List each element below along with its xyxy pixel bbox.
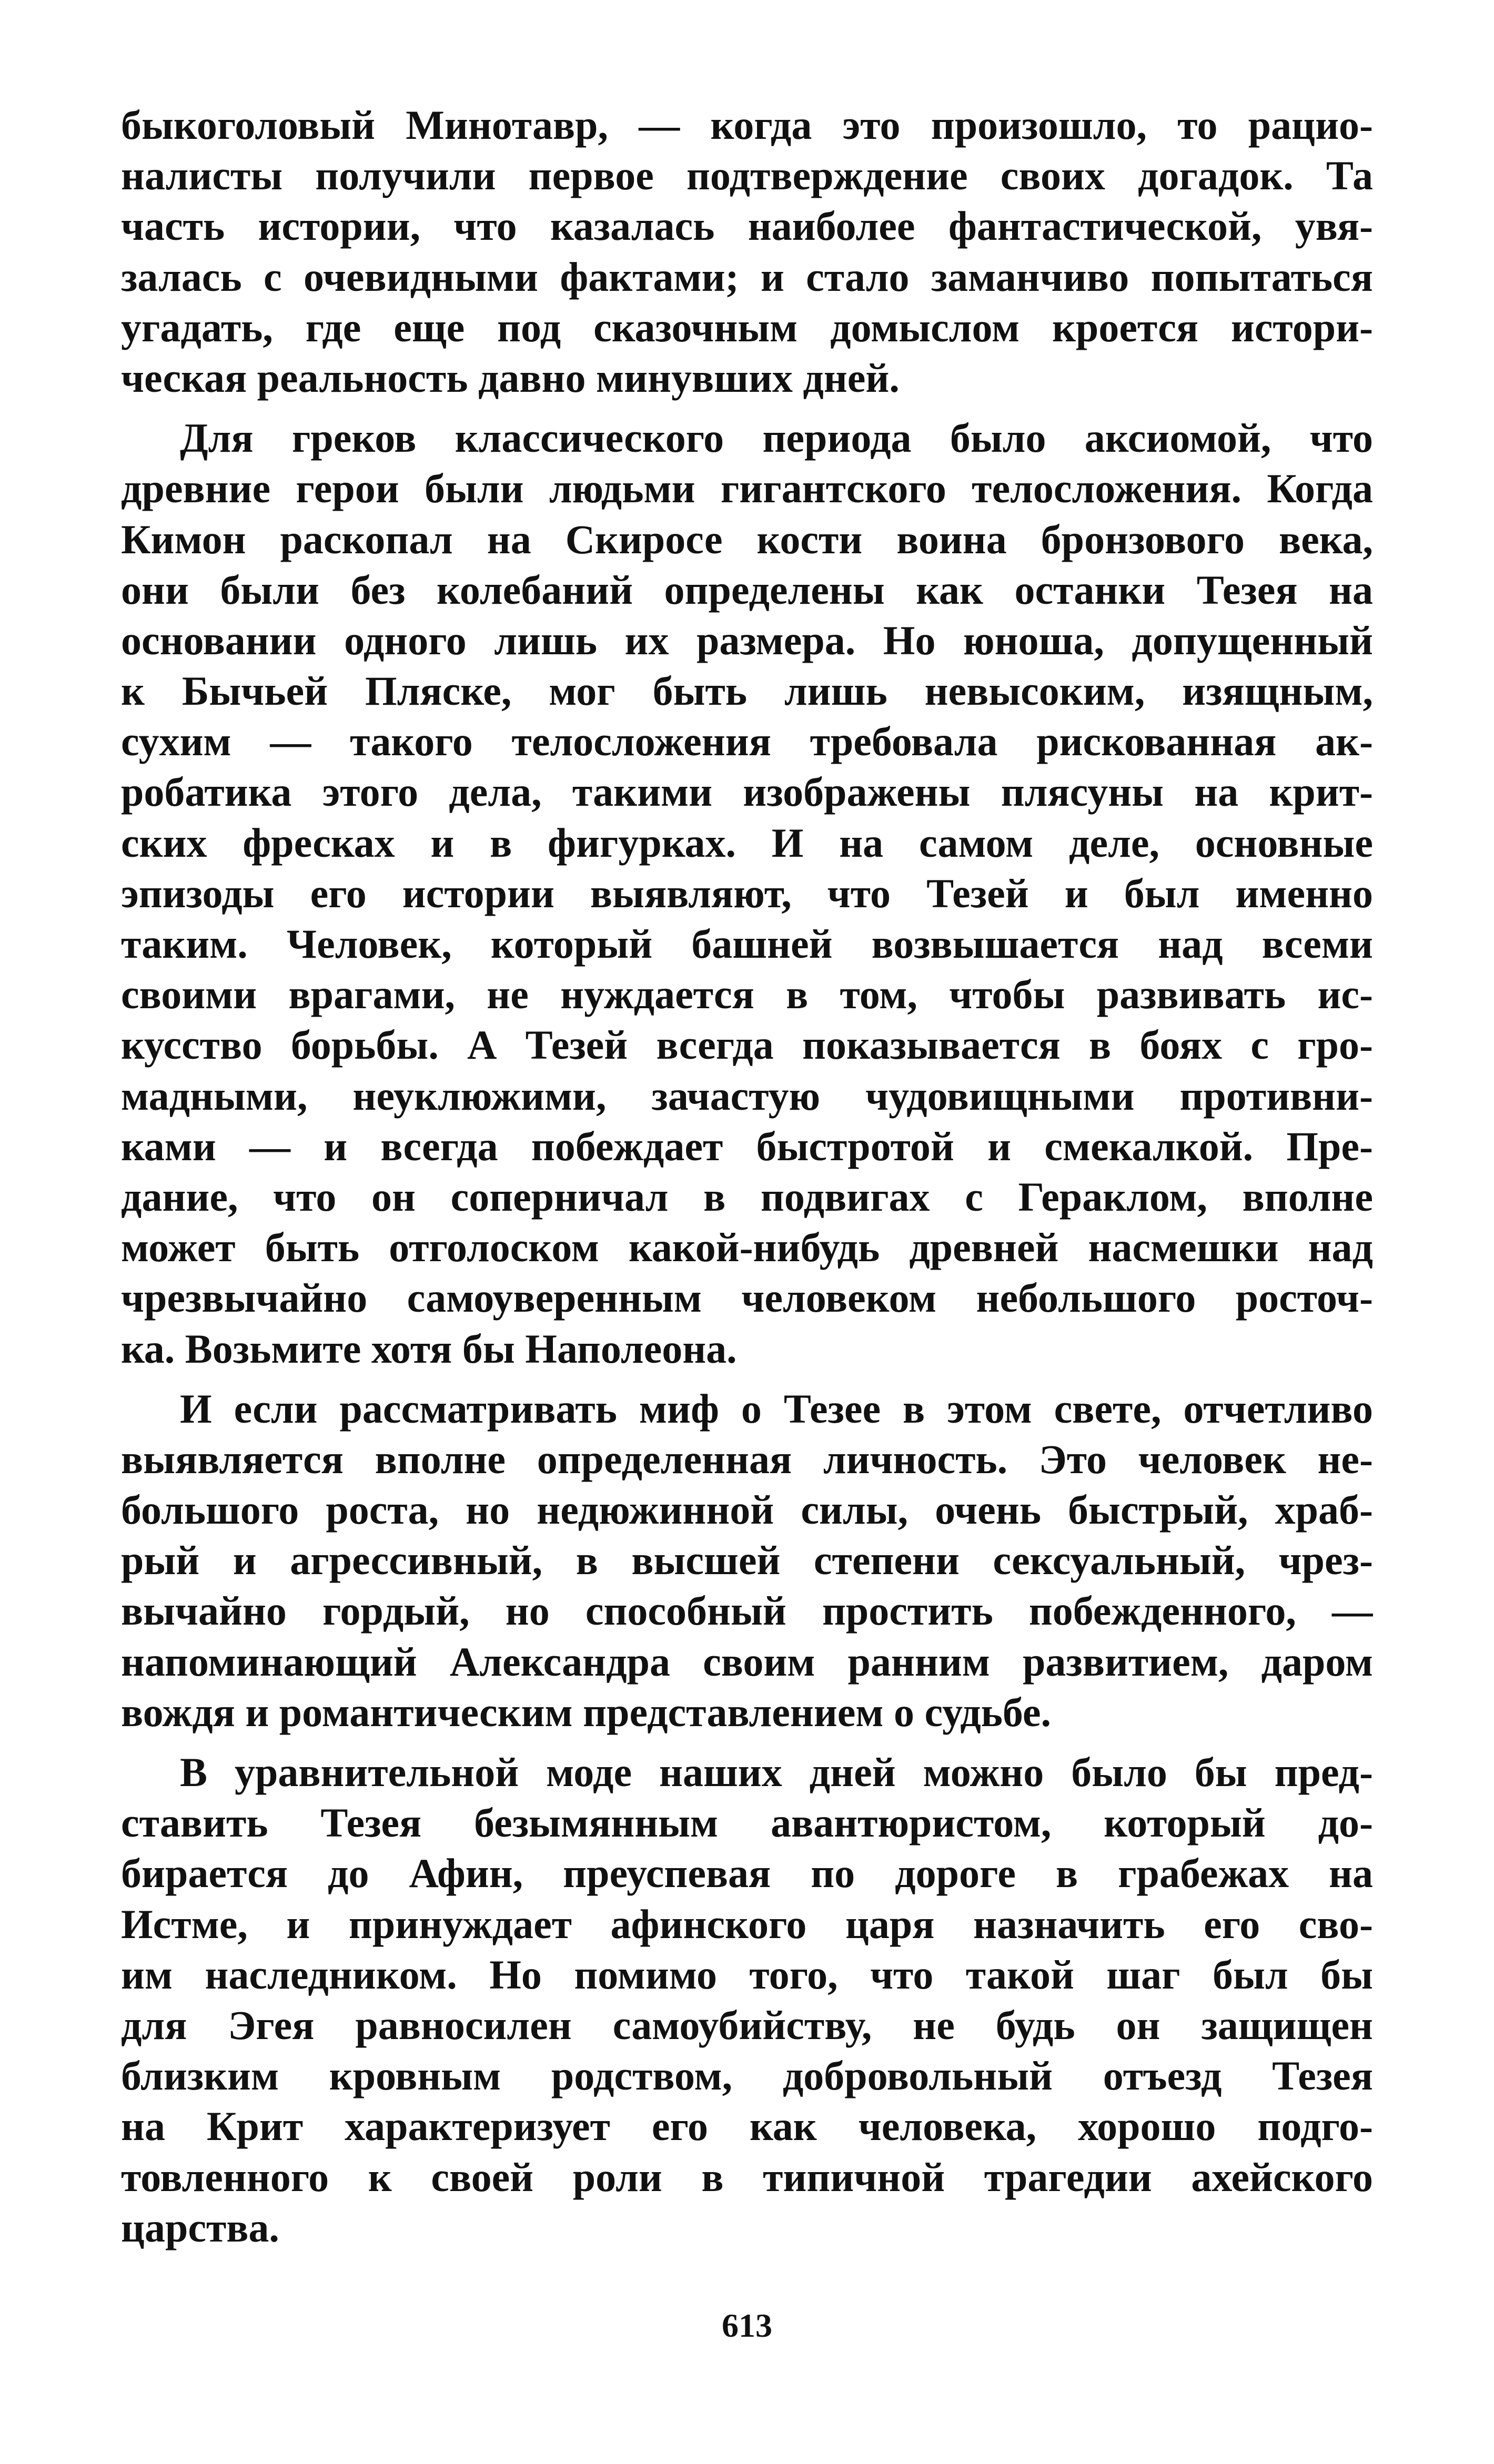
text-line: Кимон раскопал на Скиросе кости воина бронзового века, — [121, 516, 1373, 562]
text-line: близким кровным родством, добровольный отъезд Тезея — [121, 2053, 1373, 2099]
text-line: Истме, и принуждает афинского царя назначить его сво- — [121, 1901, 1373, 1947]
text-line: ка. Возьмите хотя бы Наполеона. — [121, 1325, 737, 1372]
text-line: вождя и романтическим представлением о судьбе. — [121, 1689, 1052, 1735]
text-line: залась с очевидными фактами; и стало заманчиво попытаться — [121, 254, 1373, 300]
text-line: может быть отголоском какой-нибудь древней насмешки над — [121, 1224, 1373, 1271]
text-line: царства. — [121, 2204, 279, 2250]
text-line: основании одного лишь их размера. Но юноша, допущенный — [121, 617, 1373, 663]
text-line: дание, что он соперничал в подвигах с Гераклом, вполне — [121, 1173, 1373, 1220]
text-line: мадными, неуклюжими, зачастую чудовищными противни- — [121, 1072, 1373, 1119]
text-line: для Эгея равносилен самоубийству, не будь он защищен — [121, 2002, 1373, 2048]
page-number: 613 — [722, 2307, 772, 2344]
paragraph — [121, 100, 1373, 403]
text-line: ских фресках и в фигурках. И на самом деле, основные — [121, 819, 1373, 866]
text-line: на Крит характеризует его как человека, хорошо подго- — [121, 2103, 1373, 2149]
text-line: напоминающий Александра своим ранним развитием, даром — [121, 1638, 1373, 1685]
text-line: налисты получили первое подтверждение своих догадок. Та — [121, 153, 1373, 199]
text-line: робатика этого дела, такими изображены плясуны на крит- — [121, 769, 1373, 815]
text-line: им наследником. Но помимо того, что такой шаг был бы — [121, 1951, 1373, 1997]
text-line: к Бычьей Пляске, мог быть лишь невысоким, изящным, — [121, 668, 1373, 714]
paragraph — [121, 1384, 1373, 1738]
text-line: они были без колебаний определены как останки Тезея на — [121, 566, 1373, 613]
text-line: своими врагами, не нуждается в том, чтобы развивать ис- — [121, 971, 1373, 1018]
text-line: бирается до Афин, преуспевая по дороге в грабежах на — [121, 1850, 1373, 1897]
text-line: большого роста, но недюжинной силы, очень быстрый, храб- — [121, 1487, 1373, 1533]
text-line: быкоголовый Минотавр, — когда это произошло, то рацио- — [121, 102, 1373, 148]
text-line: выявляется вполне определенная личность. Это человек не- — [121, 1436, 1373, 1482]
book-page-body — [121, 100, 1373, 2263]
text-line: И если рассматривать миф о Тезее в этом свете, отчетливо — [180, 1385, 1373, 1432]
paragraph — [121, 413, 1373, 1374]
paragraph — [121, 1747, 1373, 2253]
text-line: рый и агрессивный, в высшей степени сексуальный, чрез- — [121, 1537, 1373, 1584]
text-line: ческая реальность давно минувших дней. — [121, 354, 900, 401]
text-line: чрезвычайно самоуверенным человеком небольшого росточ- — [121, 1275, 1373, 1321]
text-line: ками — и всегда побеждает быстротой и смекалкой. Пре- — [121, 1123, 1373, 1169]
text-line: товленного к своей роли в типичной трагедии ахейского — [121, 2154, 1373, 2200]
text-line: ставить Тезея безымянным авантюристом, который до- — [121, 1800, 1373, 1846]
text-line: часть истории, что казалась наиболее фантастической, увя- — [121, 203, 1373, 249]
text-line: древние герои были людьми гигантского телосложения. Когда — [121, 465, 1373, 512]
text-line: кусство борьбы. А Тезей всегда показывается в боях с гро- — [121, 1022, 1373, 1068]
text-line: угадать, где еще под сказочным домыслом кроется истори- — [121, 304, 1373, 350]
text-line: вычайно гордый, но способный простить побежденного, — — [121, 1588, 1373, 1634]
text-line: таким. Человек, который башней возвышается над всеми — [121, 921, 1373, 967]
text-line: эпизоды его истории выявляют, что Тезей и был именно — [121, 870, 1373, 916]
text-line: сухим — такого телосложения требовала рискованная ак- — [121, 718, 1373, 765]
text-line: Для греков классического периода было аксиомой, что — [180, 415, 1373, 461]
text-line: В уравнительной моде наших дней можно было бы пред- — [180, 1749, 1373, 1795]
